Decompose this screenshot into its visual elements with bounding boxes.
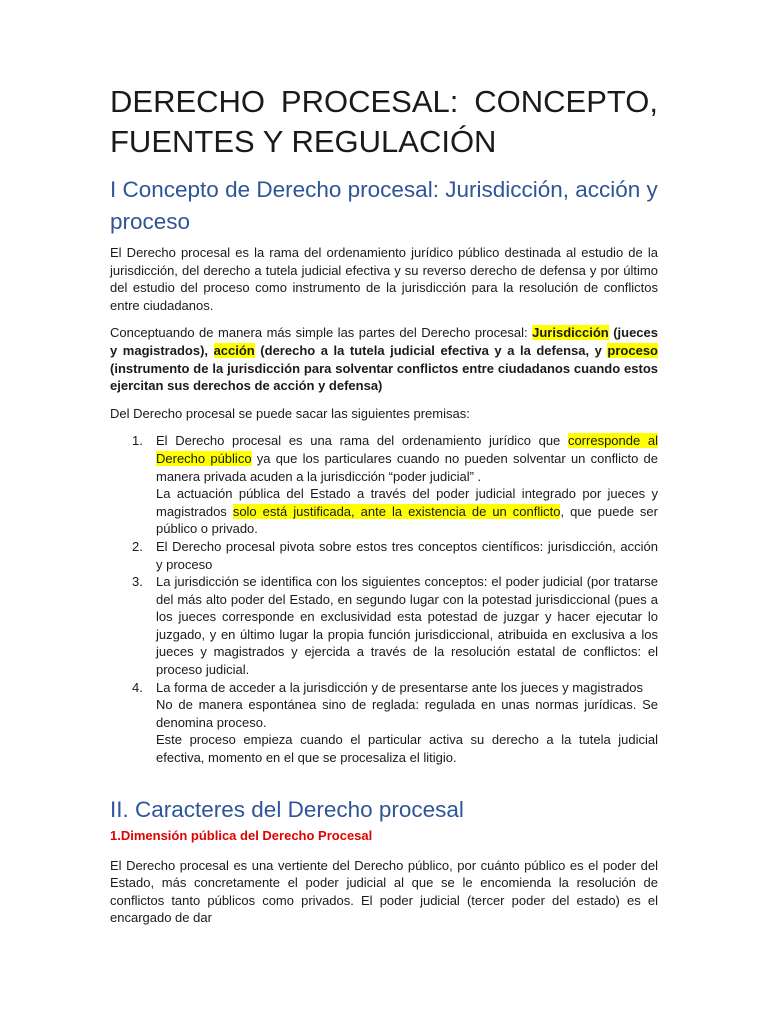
title-word: DERECHO xyxy=(110,84,266,119)
list-item-text: La forma de acceder a la jurisdicción y de presentarse ante los jueces y magistrados xyxy=(156,679,644,695)
title-line-1 xyxy=(110,82,658,122)
section-1-paragraph-1: El Derecho procesal es la rama del ordenamiento jurídico público destinada al estudio de la jurisdicción, del derecho a tutela judicial efectiva y su reverso derecho de defensa y por último del estudio del proceso como instrumento de la jurisdicción para la resolución de conflictos entre ciudadanos. xyxy=(110,245,658,313)
section-2-paragraph-1: El Derecho procesal es una vertiente del Derecho público, por cuánto público es el poder del Estado, más concretamente el poder judicial al que se le encomienda la resolución de conflictos tanto públicos como privados. El poder judicial (tercer poder del estado) es el encargado de dar xyxy=(110,857,658,926)
list-item-text: No de manera espontánea sino de reglada: regulada en unas normas jurídicas. Se denomina proceso. xyxy=(156,697,658,730)
term-proceso: proceso xyxy=(607,342,658,358)
paragraph-text: (derecho a la tutela judicial efectiva y a la defensa, y xyxy=(254,342,608,358)
section-2-heading: II. Caracteres del Derecho procesal xyxy=(110,796,464,822)
section-2-subheading: 1.Dimensión pública del Derecho Procesal xyxy=(110,827,373,843)
list-item-text xyxy=(156,432,658,485)
list-item-text xyxy=(156,485,658,538)
document-title xyxy=(110,82,658,162)
title-line-2: FUENTES Y REGULACIÓN xyxy=(110,124,497,159)
paragraph-text: (instrumento de la jurisdicción para solventar conflictos entre ciudadanos cuando estos ejercitan sus derechos de acción y defensa) xyxy=(110,360,658,394)
section-1-paragraph-3: Del Derecho procesal se puede sacar las siguientes premisas: xyxy=(110,405,470,421)
term-accion: acción xyxy=(213,342,255,358)
title-word: PROCESAL: xyxy=(280,84,459,119)
list-item xyxy=(110,679,658,767)
paragraph-text: , que puede ser público o privado. xyxy=(156,503,658,537)
list-item xyxy=(110,432,658,538)
highlight-text: corresponde al Derecho público xyxy=(156,433,659,466)
highlight-text: solo está justificada, ante la existencia de un conflicto xyxy=(232,503,561,519)
paragraph-text: (jueces y magistrados), xyxy=(110,325,658,358)
paragraph-text: El Derecho procesal es una rama del ordenamiento jurídico que xyxy=(156,433,568,449)
paragraph-text: Conceptuando de manera más simple las partes del Derecho procesal: xyxy=(110,325,533,341)
paragraph-text: La actuación pública del Estado a través del poder judicial integrado por jueces y magistrados xyxy=(156,486,658,519)
list-number: 1. xyxy=(132,433,143,449)
title-word: CONCEPTO, xyxy=(474,84,658,119)
term-jurisdiccion: Jurisdicción xyxy=(532,325,609,341)
list-number: 4. xyxy=(132,679,143,695)
document-content xyxy=(110,82,658,937)
list-item-text: Este proceso empieza cuando el particular activa su derecho a la tutela judicial efectiva, momento en el que se procesaliza el litigio. xyxy=(156,732,658,766)
list-item xyxy=(110,573,658,679)
list-item-text: El Derecho procesal pivota sobre estos tres conceptos científicos: jurisdicción, acción y proceso xyxy=(156,538,658,572)
list-item xyxy=(110,538,658,573)
paragraph-text: ya que los particulares cuando no pueden solventar un conflicto de manera privada acuden a la jurisdicción “poder judicial” . xyxy=(156,450,658,484)
list-item-text: La jurisdicción se identifica con los siguientes conceptos: el poder judicial (por tratarse del más alto poder del Estado, en segundo lugar con la potestad jurisdiccional (pues a los jueces corresponde en exclusividad esta potestad de juzgar y hacer ejecutar lo juzgado, y en último lugar la propia función jurisdiccional, atribuida en exclusiva a los jueces y magistrados y ejercida a través de la resolución estatal de conflictos: el proceso judicial. xyxy=(156,574,658,678)
premisas-list xyxy=(110,432,658,766)
section-1-paragraph-2 xyxy=(110,324,658,394)
list-number: 2. xyxy=(132,538,143,554)
section-1-heading: I Concepto de Derecho procesal: Jurisdicción, acción y proceso xyxy=(110,177,658,234)
list-number: 3. xyxy=(132,574,143,590)
